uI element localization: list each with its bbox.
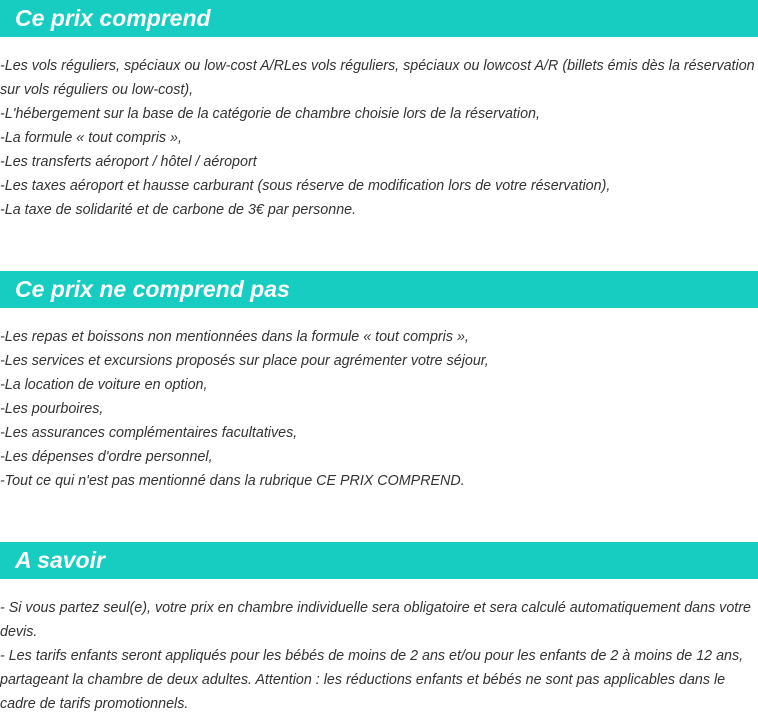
- list-item: - Les tarifs enfants seront appliqués pour les bébés de moins de 2 ans et/ou pour les enfants de 2 à moins de 12 ans, partageant la chambre de deux adultes. Attention : les réductions enfants et bébés ne sont pas applicables dans le cadre de tarifs promotionnels.: [0, 648, 744, 712]
- section-price-includes: [0, 0, 758, 222]
- list-item: -Les assurances complémentaires facultatives,: [0, 425, 298, 441]
- list-item: - Si vous partez seul(e), votre prix en chambre individuelle sera obligatoire et sera calculé automatiquement dans votre devis.: [0, 600, 751, 640]
- list-item: -La formule « tout compris »,: [0, 130, 182, 146]
- section-title: A savoir: [15, 547, 105, 573]
- list-item: -Tout ce qui n'est pas mentionné dans la rubrique CE PRIX COMPREND.: [0, 473, 465, 489]
- list-item: -L'hébergement sur la base de la catégorie de chambre choisie lors de la réservation,: [0, 106, 540, 122]
- section-body: [0, 37, 758, 222]
- list-item: -Les transferts aéroport / hôtel / aéroport: [0, 154, 257, 170]
- list-item: -Les services et excursions proposés sur place pour agrémenter votre séjour,: [0, 353, 489, 369]
- section-header: [0, 542, 758, 579]
- section-title: Ce prix comprend: [15, 5, 211, 31]
- section-price-excludes: [0, 271, 758, 493]
- section-title: Ce prix ne comprend pas: [15, 276, 290, 302]
- section-body: [0, 308, 758, 493]
- section-header: [0, 0, 758, 37]
- list-item: -Les vols réguliers, spéciaux ou low-cost A/RLes vols réguliers, spéciaux ou lowcost A/R (billets émis dès la réservation sur vols réguliers ou low-cost),: [0, 58, 755, 98]
- section-good-to-know: [0, 542, 758, 716]
- list-item: -Les dépenses d'ordre personnel,: [0, 449, 213, 465]
- list-item: -Les pourboires,: [0, 401, 104, 417]
- section-body: [0, 579, 758, 716]
- list-item: -La taxe de solidarité et de carbone de 3€ par personne.: [0, 202, 357, 218]
- list-item: -La location de voiture en option,: [0, 377, 208, 393]
- list-item: -Les taxes aéroport et hausse carburant (sous réserve de modification lors de votre réservation),: [0, 178, 611, 194]
- section-header: [0, 271, 758, 308]
- list-item: -Les repas et boissons non mentionnées dans la formule « tout compris »,: [0, 329, 469, 345]
